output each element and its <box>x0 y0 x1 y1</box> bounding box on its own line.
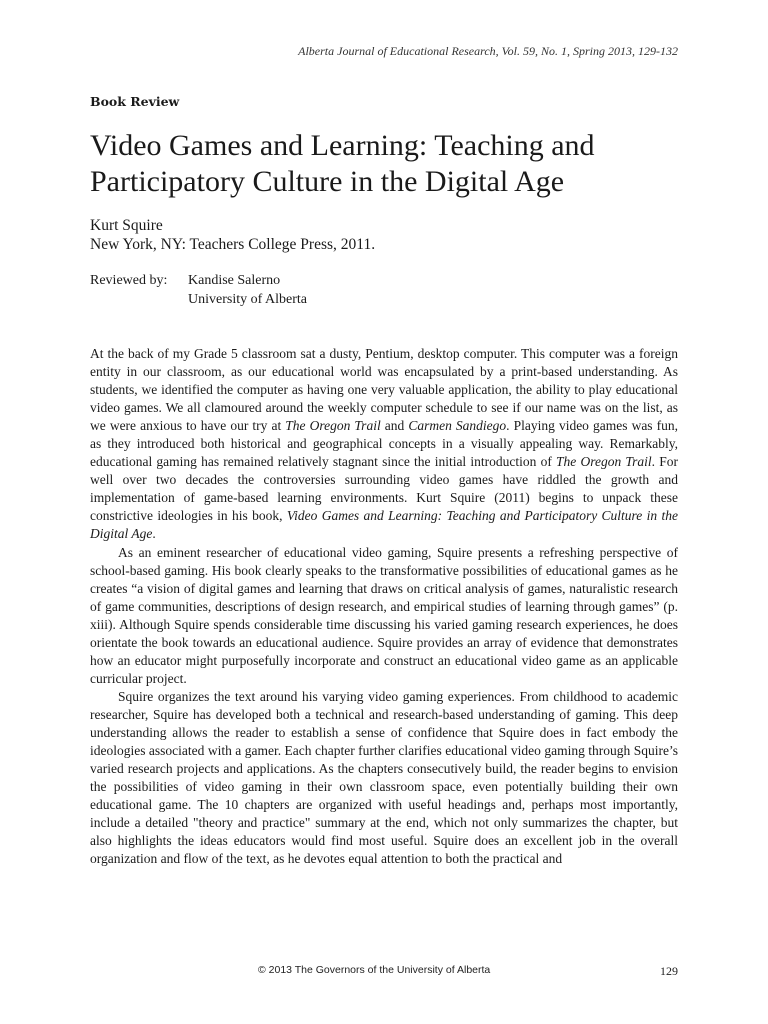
p1-text-e: . <box>152 526 156 542</box>
p1-text-b: and <box>380 418 409 434</box>
book-author: Kurt Squire <box>90 217 163 234</box>
page <box>90 0 678 1024</box>
p1-text-c: . Playing video games was fun, as they introduced both historical and geographical concepts in a visually appealing way. Remarkably, educational gaming has remained relatively stagnant since the initial introduction of <box>90 418 679 470</box>
paragraph-2: As an eminent researcher of educational video gaming, Squire presents a refreshing perspective of school-based gaming. His book clearly speaks to the transformative possibilities of educational games as he creates “a vision of digital games and learning that draws on critical analysis of games, naturalistic research of game communities, descriptions of design research, and empirical studies of learning through games” (p. xiii). Although Squire spends considerable time discussing his varied gaming research experiences, he does orientate the book towards an educational audience. Squire provides an array of evidence that demonstrates how an educator might purposefully incorporate and construct an educational video game as an applicable curricular project. <box>90 544 678 686</box>
book-publisher: New York, NY: Teachers College Press, 2011. <box>90 236 376 253</box>
p1-italic-title-3: The Oregon Trail <box>556 454 652 470</box>
p1-text-d: . For well over two decades the controversies surrounding video games have riddled the growth and implementation of game-based learning environments. Kurt Squire (2011) begins to unpack these constrictive ideologies in his book, <box>90 454 678 524</box>
article-body <box>90 345 678 868</box>
p1-italic-book-title: Video Games and Learning: Teaching and Participatory Culture in the Digital Age <box>90 508 678 542</box>
p1-italic-title-1: The Oregon Trail <box>285 418 381 434</box>
reviewer-affiliation: University of Alberta <box>188 292 307 307</box>
reviewer-name: Kandise Salerno <box>188 273 281 288</box>
p1-text-a: At the back of my Grade 5 classroom sat a dusty, Pentium, desktop computer. This computer was a foreign entity in our classroom, as our educational world was encapsulated by a print-based understanding. As students, we identified the computer as having one very valuable application, the ability to play educational video games. We all clamoured around the weekly computer schedule to see if our name was on the list, as we were anxious to have our try at <box>90 346 678 434</box>
page-number: 129 <box>660 964 678 978</box>
reviewed-by-label: Reviewed by: <box>90 273 168 288</box>
p1-italic-title-2: Carmen Sandiego <box>408 418 507 434</box>
reviewer-details <box>188 271 588 309</box>
article-title: Video Games and Learning: Teaching and Participatory Culture in the Digital Age <box>90 129 595 198</box>
paragraph-1 <box>90 345 678 544</box>
copyright-notice: © 2013 The Governors of the University of Alberta <box>258 964 491 976</box>
journal-citation: Alberta Journal of Educational Research, Vol. 59, No. 1, Spring 2013, 129-132 <box>298 44 678 58</box>
paragraph-3: Squire organizes the text around his varying video gaming experiences. From childhood to academic researcher, Squire has developed both a technical and research-based understanding of gaming. This deep understanding allows the reader to establish a sense of confidence that Squire does in fact embody the ideologies associated with a gamer. Each chapter further clarifies educational video gaming through Squire’s varied research projects and applications. As the chapters consecutively build, the reader begins to envision the possibilities of video gaming in their own classroom space, even potentially building their own educational game. The 10 chapters are organized with useful headings and, perhaps most importantly, include a detailed "theory and practice" summary at the end, which not only summarizes the chapter, but also highlights the ideas educators would find most useful. Squire does an excellent job in the overall organization and flow of the text, as he devotes equal attention to both the practical and <box>90 688 678 867</box>
book-info <box>90 216 678 254</box>
section-kicker: Book Review <box>90 94 180 109</box>
